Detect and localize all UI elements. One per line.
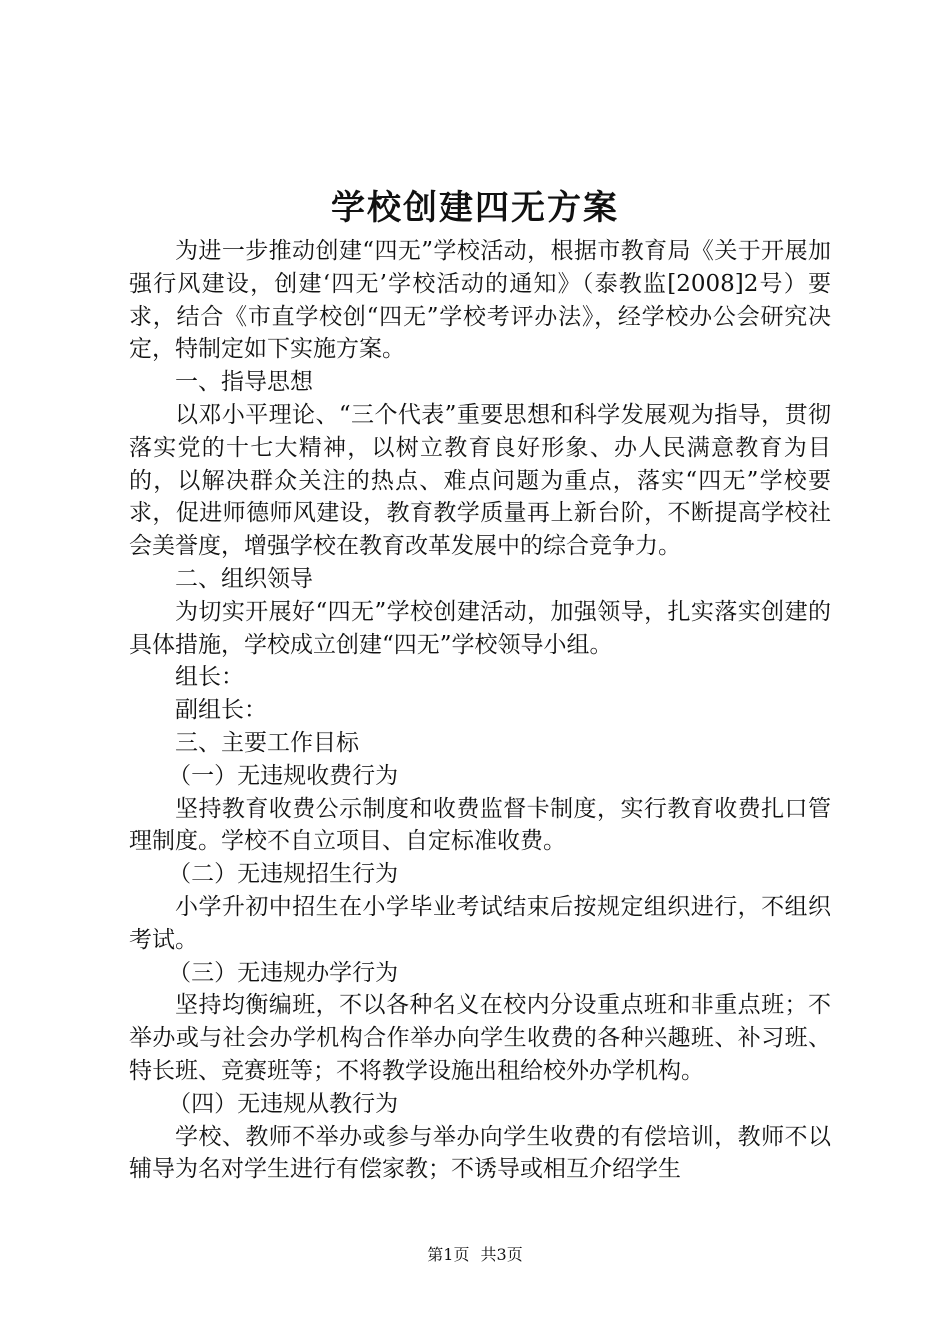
body-paragraph: 为切实开展好“四无”学校创建活动，加强领导，扎实落实创建的具体措施，学校成立创建“四无”学校领导小组。: [129, 598, 831, 658]
body-paragraph: 坚持教育收费公示制度和收费监督卡制度，实行教育收费扎口管理制度。学校不自立项目、自定标准收费。: [129, 795, 831, 855]
page-number: 第1页: [427, 1245, 470, 1264]
body-paragraph: 以邓小平理论、“三个代表”重要思想和科学发展观为指导，贯彻落实党的十七大精神，以树立教育良好形象、办人民满意教育为目的，以解决群众关注的热点、难点问题为重点，落实“四无”学校要求，促进师德师风建设，教育教学质量再上新台阶，不断提高学校社会美誉度，增强学校在教育改革发展中的综合竞争力。: [129, 401, 831, 560]
body-paragraph: 坚持均衡编班，不以各种名义在校内分设重点班和非重点班；不举办或与社会办学机构合作举办向学生收费的各种兴趣班、补习班、特长班、竞赛班等；不将教学设施出租给校外办学机构。: [129, 992, 831, 1084]
section-heading-organization: 二、组织领导: [175, 565, 313, 592]
body-paragraph: 小学升初中招生在小学毕业考试结束后按规定组织进行，不组织考试。: [129, 893, 831, 953]
page-footer: [0, 1243, 950, 1267]
document-body: [129, 235, 831, 1186]
subsection-heading: （一）无违规收费行为: [168, 762, 399, 789]
section-heading-guiding-ideology: 一、指导思想: [175, 369, 313, 396]
deputy-leader-line: 副组长：: [175, 697, 267, 724]
subsection-heading: （三）无违规办学行为: [168, 959, 399, 986]
subsection-heading: （二）无违规招生行为: [168, 861, 399, 888]
subsection-heading: （四）无违规从教行为: [168, 1090, 399, 1117]
document-title: 学校创建四无方案: [331, 188, 619, 228]
page-total: 共3页: [480, 1245, 523, 1264]
body-paragraph: 学校、教师不举办或参与举办向学生收费的有偿培训，教师不以辅导为名对学生进行有偿家教；不诱导或相互介绍学生: [129, 1123, 831, 1183]
leader-line: 组长：: [175, 664, 244, 691]
intro-paragraph: 为进一步推动创建“四无”学校活动，根据市教育局《关于开展加强行风建设，创建‘四无’学校活动的通知》（泰教监[2008]2号）要求，结合《市直学校创“四无”学校考评办法》，经学校办公会研究决定，特制定如下实施方案。: [129, 238, 831, 363]
section-heading-goals: 三、主要工作目标: [175, 729, 359, 756]
